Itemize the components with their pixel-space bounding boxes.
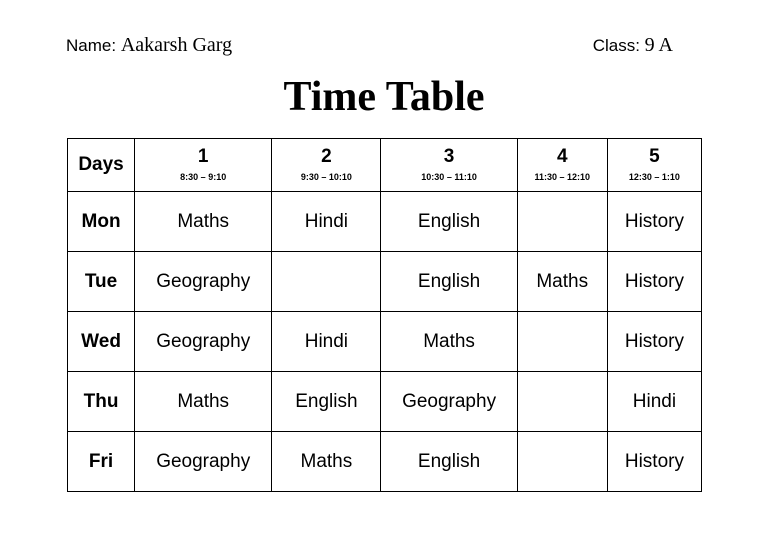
subject-cell: Geography: [135, 252, 272, 312]
subject-cell: History: [607, 252, 701, 312]
period-time: 10:30 – 11:10: [421, 172, 477, 182]
day-label: Wed: [68, 312, 135, 372]
day-label: Mon: [68, 192, 135, 252]
table-row-tue: [68, 252, 702, 312]
subject-cell: History: [607, 432, 701, 492]
days-header: Days: [68, 139, 135, 192]
student-class: [593, 34, 673, 57]
day-label: Tue: [68, 252, 135, 312]
subject-cell: Hindi: [272, 312, 381, 372]
subject-cell: Maths: [381, 312, 517, 372]
period-header-3: [381, 139, 517, 192]
period-time: 11:30 – 12:10: [534, 172, 591, 182]
table-row-fri: [68, 432, 702, 492]
class-value: 9 A: [644, 34, 673, 56]
day-label: Fri: [68, 432, 135, 492]
name-value: Aakarsh Garg: [120, 34, 233, 56]
period-header-2: [272, 139, 381, 192]
table-row-thu: [68, 372, 702, 432]
table-row-mon: [68, 192, 702, 252]
period-number: 3: [443, 146, 455, 167]
period-number: 2: [321, 146, 332, 167]
subject-cell: [517, 432, 607, 492]
timetable: [67, 138, 702, 492]
subject-cell: English: [272, 372, 381, 432]
subject-cell: Hindi: [272, 192, 381, 252]
class-label: Class:: [592, 36, 640, 55]
subject-cell: English: [381, 432, 517, 492]
period-number: 4: [556, 146, 568, 167]
header-row: [68, 139, 702, 192]
period-number: 5: [649, 146, 660, 167]
period-header-1: [135, 139, 272, 192]
day-label: Thu: [68, 372, 135, 432]
subject-cell: [517, 312, 607, 372]
subject-cell: [272, 252, 381, 312]
table-row-wed: [68, 312, 702, 372]
subject-cell: [517, 372, 607, 432]
period-time: 12:30 – 1:10: [628, 172, 680, 182]
subject-cell: Geography: [381, 372, 517, 432]
student-name: [66, 34, 232, 57]
subject-cell: English: [381, 252, 517, 312]
name-label: Name:: [66, 36, 117, 55]
page-title: Time Table: [283, 74, 485, 120]
period-header-5: [607, 139, 701, 192]
subject-cell: History: [607, 312, 701, 372]
subject-cell: English: [381, 192, 517, 252]
subject-cell: History: [607, 192, 701, 252]
period-number: 1: [197, 146, 209, 167]
subject-cell: Maths: [135, 372, 272, 432]
subject-cell: Geography: [135, 312, 272, 372]
subject-cell: Hindi: [607, 372, 701, 432]
subject-cell: [517, 192, 607, 252]
period-time: 8:30 – 9:10: [180, 172, 227, 182]
subject-cell: Maths: [272, 432, 381, 492]
subject-cell: Geography: [135, 432, 272, 492]
subject-cell: Maths: [517, 252, 607, 312]
subject-cell: Maths: [135, 192, 272, 252]
period-time: 9:30 – 10:10: [300, 172, 352, 182]
period-header-4: [517, 139, 607, 192]
